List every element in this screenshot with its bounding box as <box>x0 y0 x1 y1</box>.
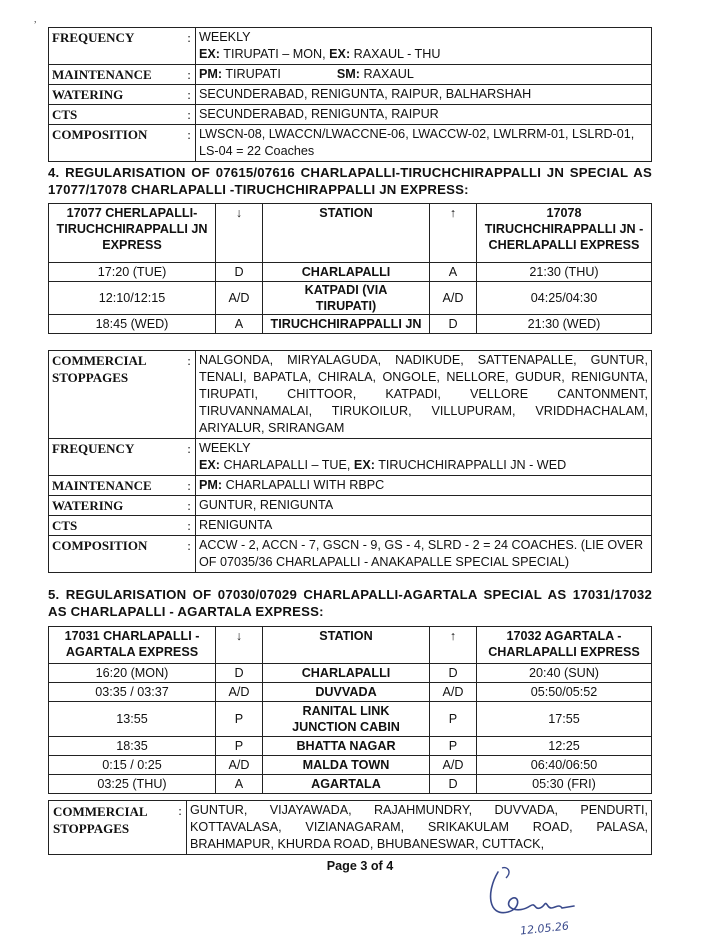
station-cell: BHATTA NAGAR <box>263 737 430 756</box>
time-cell: 05:50/05:52 <box>477 683 652 702</box>
time-cell: 17:55 <box>477 702 652 737</box>
table-row <box>49 105 652 125</box>
col-station: STATION <box>263 627 430 664</box>
table-row <box>49 496 652 516</box>
colon: : <box>183 125 196 162</box>
colon: : <box>183 536 196 573</box>
table-row <box>49 439 652 476</box>
table-row <box>49 65 652 85</box>
table-row <box>49 28 652 65</box>
time-cell: 17:20 (TUE) <box>49 263 216 282</box>
table-row <box>49 756 652 775</box>
watering-label: WATERING <box>49 496 184 516</box>
arr-dep-cell: A/D <box>430 282 477 315</box>
colon: : <box>183 476 196 496</box>
time-cell: 06:40/06:50 <box>477 756 652 775</box>
colon: : <box>183 105 196 125</box>
composition-label: COMPOSITION <box>49 536 184 573</box>
maintenance-value: PM: TIRUPATI SM: RAXAUL <box>196 65 652 85</box>
maintenance-label: MAINTENANCE <box>49 476 184 496</box>
time-cell: 12:10/12:15 <box>49 282 216 315</box>
table-row <box>49 125 652 162</box>
arr-dep-cell: P <box>430 737 477 756</box>
table-row <box>49 85 652 105</box>
time-cell: 20:40 (SUN) <box>477 664 652 683</box>
cts-label: CTS <box>49 105 184 125</box>
watering-label: WATERING <box>49 85 184 105</box>
station-cell: AGARTALA <box>263 775 430 794</box>
arr-dep-cell: D <box>216 664 263 683</box>
arr-dep-cell: A <box>216 315 263 334</box>
up-arrow-icon: ↑ <box>430 204 477 263</box>
composition-value: ACCW - 2, ACCN - 7, GSCN - 9, GS - 4, SLRD - 2 = 24 COACHES. (LIE OVER OF 07035/36 CHARLAPALLI - ANAKAPALLE SPECIAL SPECIAL) <box>196 536 652 573</box>
signature-date: 12.05.26 <box>519 919 570 938</box>
frequency-value <box>196 28 652 65</box>
table-row <box>49 282 652 315</box>
frequency-label: FREQUENCY <box>49 28 184 65</box>
cts-value: SECUNDERABAD, RENIGUNTA, RAIPUR <box>196 105 652 125</box>
table-header-row <box>49 627 652 664</box>
watering-value: GUNTUR, RENIGUNTA <box>196 496 652 516</box>
maintenance-label: MAINTENANCE <box>49 65 184 85</box>
colon: : <box>183 439 196 476</box>
table-row <box>49 263 652 282</box>
arr-dep-cell: A/D <box>216 756 263 775</box>
maintenance-value: PM: CHARLAPALLI WITH RBPC <box>196 476 652 496</box>
table-header-row <box>49 204 652 263</box>
table-row <box>49 775 652 794</box>
arr-dep-cell: A/D <box>216 683 263 702</box>
time-cell: 21:30 (THU) <box>477 263 652 282</box>
frequency-weekly: WEEKLY <box>199 30 251 44</box>
top-info-table <box>48 27 652 162</box>
section-4-info-table <box>48 350 652 573</box>
station-cell: KATPADI (VIA TIRUPATI) <box>263 282 430 315</box>
down-arrow-icon: ↓ <box>216 627 263 664</box>
table-row <box>49 315 652 334</box>
colon: : <box>183 516 196 536</box>
section-5-info-table <box>48 800 652 855</box>
arr-dep-cell: P <box>216 702 263 737</box>
composition-value: LWSCN-08, LWACCN/LWACCNE-06, LWACCW-02, LWLRRM-01, LSLRD-01, LS-04 = 22 Coaches <box>196 125 652 162</box>
time-cell: 18:45 (WED) <box>49 315 216 334</box>
arr-dep-cell: D <box>430 775 477 794</box>
time-cell: 03:25 (THU) <box>49 775 216 794</box>
col-17032: 17032 AGARTALA - CHARLAPALLI EXPRESS <box>477 627 652 664</box>
station-cell: CHARLAPALLI <box>263 263 430 282</box>
time-cell: 21:30 (WED) <box>477 315 652 334</box>
colon: : <box>183 85 196 105</box>
col-17031: 17031 CHARLAPALLI - AGARTALA EXPRESS <box>49 627 216 664</box>
time-cell: 04:25/04:30 <box>477 282 652 315</box>
table-row <box>49 664 652 683</box>
commercial-stoppages-label: COMMERCIAL STOPPAGES <box>49 801 175 855</box>
composition-label: COMPOSITION <box>49 125 184 162</box>
table-row <box>49 683 652 702</box>
col-station: STATION <box>263 204 430 263</box>
table-row <box>49 476 652 496</box>
time-cell: 18:35 <box>49 737 216 756</box>
station-cell: CHARLAPALLI <box>263 664 430 683</box>
time-cell: 0:15 / 0:25 <box>49 756 216 775</box>
arr-dep-cell: A/D <box>430 683 477 702</box>
time-cell: 16:20 (MON) <box>49 664 216 683</box>
watering-value: SECUNDERABAD, RENIGUNTA, RAIPUR, BALHARSHAH <box>196 85 652 105</box>
commercial-stoppages-value: GUNTUR, VIJAYAWADA, RAJAHMUNDRY, DUVVADA, PENDURTI, KOTTAVALASA, VIZIANAGARAM, SRIKAKULAM ROAD, PALASA, BRAHMAPUR, KHURDA ROAD, BHUBANESWAR, CUTTACK, <box>187 801 652 855</box>
table-row <box>49 536 652 573</box>
colon: : <box>183 351 196 439</box>
scan-mark: , <box>34 14 37 25</box>
col-17078: 17078 TIRUCHCHIRAPPALLI JN - CHERLAPALLI EXPRESS <box>477 204 652 263</box>
time-cell: 05:30 (FRI) <box>477 775 652 794</box>
table-row <box>49 516 652 536</box>
arr-dep-cell: D <box>430 664 477 683</box>
table-row <box>49 351 652 439</box>
section-5-timetable <box>48 626 652 794</box>
section-4-heading: 4. REGULARISATION OF 07615/07616 CHARLAPALLI-TIRUCHCHIRAPPALLI JN SPECIAL AS 17077/17078 CHARLAPALLI -TIRUCHCHIRAPPALLI JN EXPRESS: <box>48 165 652 197</box>
frequency-value <box>196 439 652 476</box>
section-5-heading: 5. REGULARISATION OF 07030/07029 CHARLAPALLI-AGARTALA SPECIAL AS 17031/17032 AS CHARLAPALLI - AGARTALA EXPRESS: <box>48 587 652 619</box>
station-cell: RANITAL LINK JUNCTION CABIN <box>263 702 430 737</box>
commercial-stoppages-label: COMMERCIAL STOPPAGES <box>49 351 184 439</box>
arr-dep-cell: D <box>430 315 477 334</box>
colon: : <box>183 28 196 65</box>
table-row <box>49 737 652 756</box>
section-4-timetable <box>48 203 652 334</box>
time-cell: 03:35 / 03:37 <box>49 683 216 702</box>
col-17077: 17077 CHERLAPALLI-TIRUCHCHIRAPPALLI JN EXPRESS <box>49 204 216 263</box>
arr-dep-cell: A/D <box>216 282 263 315</box>
station-cell: DUVVADA <box>263 683 430 702</box>
arr-dep-cell: A <box>430 263 477 282</box>
down-arrow-icon: ↓ <box>216 204 263 263</box>
station-cell: TIRUCHCHIRAPPALLI JN <box>263 315 430 334</box>
station-cell: MALDA TOWN <box>263 756 430 775</box>
arr-dep-cell: D <box>216 263 263 282</box>
table-row <box>49 702 652 737</box>
time-cell: 12:25 <box>477 737 652 756</box>
frequency-ex-line: EX: TIRUPATI – MON, EX: RAXAUL - THU <box>199 47 441 61</box>
frequency-weekly: WEEKLY <box>199 441 251 455</box>
time-cell: 13:55 <box>49 702 216 737</box>
colon: : <box>174 801 187 855</box>
arr-dep-cell: A/D <box>430 756 477 775</box>
cts-label: CTS <box>49 516 184 536</box>
page-number: Page 3 of 4 <box>326 859 394 873</box>
arr-dep-cell: P <box>216 737 263 756</box>
up-arrow-icon: ↑ <box>430 627 477 664</box>
table-row <box>49 801 652 855</box>
arr-dep-cell: A <box>216 775 263 794</box>
colon: : <box>183 496 196 516</box>
arr-dep-cell: P <box>430 702 477 737</box>
colon: : <box>183 65 196 85</box>
frequency-label: FREQUENCY <box>49 439 184 476</box>
commercial-stoppages-value: NALGONDA, MIRYALAGUDA, NADIKUDE, SATTENAPALLE, GUNTUR, TENALI, BAPATLA, CHIRALA, ONGOLE, NELLORE, GUDUR, RENIGUNTA, TIRUPATI, CHITTOOR, KATPADI, VELLORE CANTONMENT, TIRUVANNAMALAI, TIRUKOILUR, VILLUPURAM, VRIDDHACHALAM, ARIYALUR, SRIRANGAM <box>196 351 652 439</box>
frequency-ex-line: EX: CHARLAPALLI – TUE, EX: TIRUCHCHIRAPPALLI JN - WED <box>199 458 567 472</box>
cts-value: RENIGUNTA <box>196 516 652 536</box>
